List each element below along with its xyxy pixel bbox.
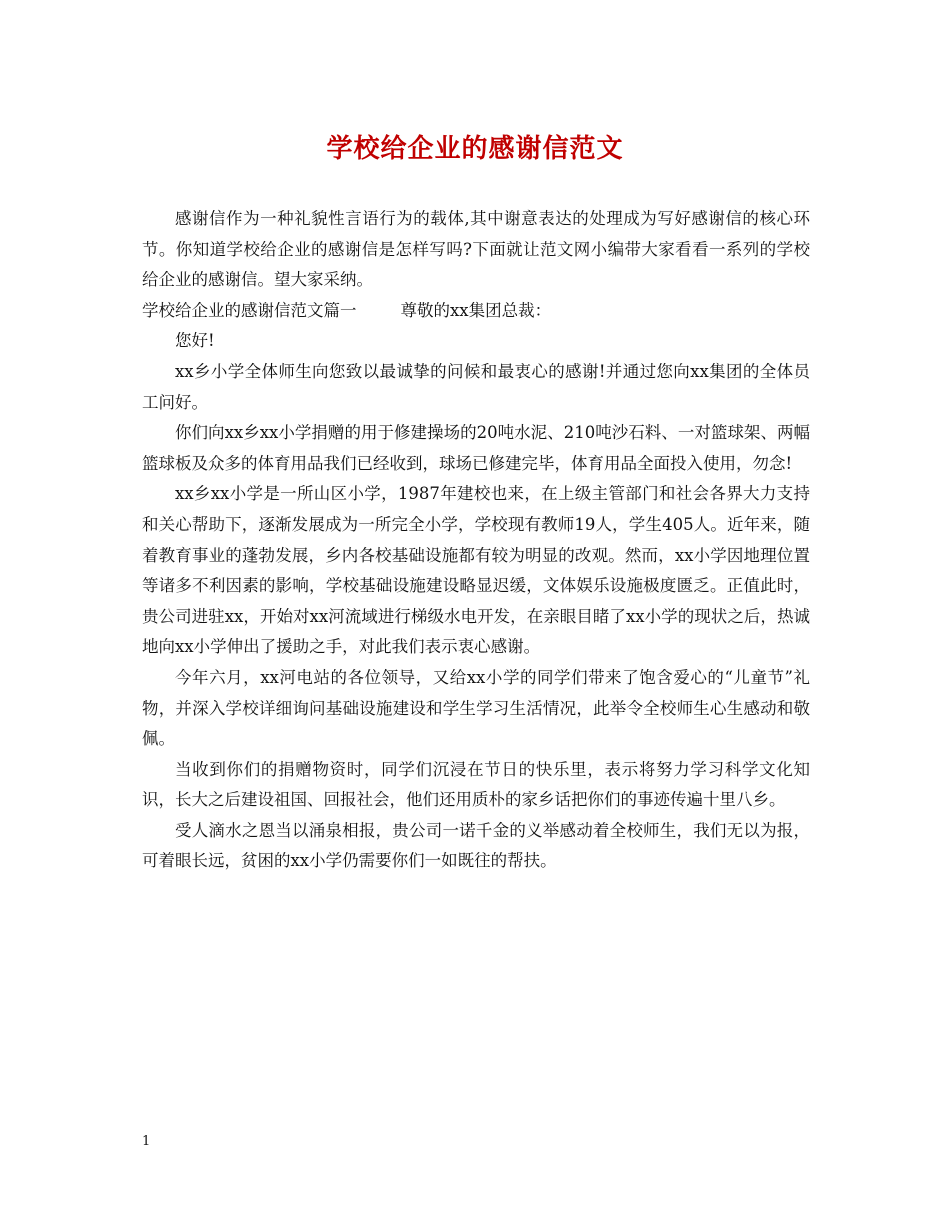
document-body: [142, 204, 810, 877]
salutation: 尊敬的xx集团总裁：: [400, 300, 552, 320]
greeting: 您好!: [175, 331, 215, 351]
section-heading: 学校给企业的感谢信范文篇一: [142, 300, 357, 320]
section-heading-line: [142, 296, 810, 327]
document-title: 学校给企业的感谢信范文: [326, 134, 624, 164]
intro-paragraph: 感谢信作为一种礼貌性言语行为的载体,其中谢意表达的处理成为写好感谢信的核心环节。你知道学校给企业的感谢信是怎样写吗?下面就让范文网小编带大家看看一系列的学校给企业的感谢信。望大家采纳。: [142, 209, 810, 290]
body-paragraph-5: 当收到你们的捐赠物资时，同学们沉浸在节日的快乐里，表示将努力学习科学文化知识，长大之后建设祖国、回报社会，他们还用质朴的家乡话把你们的事迹传遍十里八乡。: [142, 759, 810, 810]
body-paragraph-3: xx乡xx小学是一所山区小学，1987年建校也来，在上级主管部门和社会各界大力支持和关心帮助下，逐渐发展成为一所完全小学，学校现有教师19人，学生405人。近年来，随着教育事业的蓬勃发展，乡内各校基础设施都有较为明显的改观。然而，xx小学因地理位置等诸多不利因素的影响，学校基础设施建设略显迟缓，文体娱乐设施极度匮乏。正值此时，贵公司进驻xx，开始对xx河流域进行梯级水电开发，在亲眼目睹了xx小学的现状之后，热诚地向xx小学伸出了援助之手，对此我们表示衷心感谢。: [142, 484, 810, 657]
body-paragraph-6: 受人滴水之恩当以涌泉相报，贵公司一诺千金的义举感动着全校师生，我们无以为报，可着眼长远，贫困的xx小学仍需要你们一如既往的帮扶。: [142, 820, 810, 871]
body-paragraph-1: xx乡小学全体师生向您致以最诚挚的问候和最衷心的感谢!并通过您向xx集团的全体员工问好。: [142, 361, 810, 412]
page-number: 1: [142, 1134, 151, 1149]
body-paragraph-4: 今年六月，xx河电站的各位领导，又给xx小学的同学们带来了饱含爱心的“儿童节”礼物，并深入学校详细询问基础设施建设和学生学习生活情况，此举令全校师生心生感动和敬佩。: [142, 667, 810, 749]
body-paragraph-2: 你们向xx乡xx小学捐赠的用于修建操场的20吨水泥、210吨沙石料、一对篮球架、两幅篮球板及众多的体育用品我们已经收到，球场已修建完毕，体育用品全面投入使用，勿念!: [142, 423, 810, 473]
